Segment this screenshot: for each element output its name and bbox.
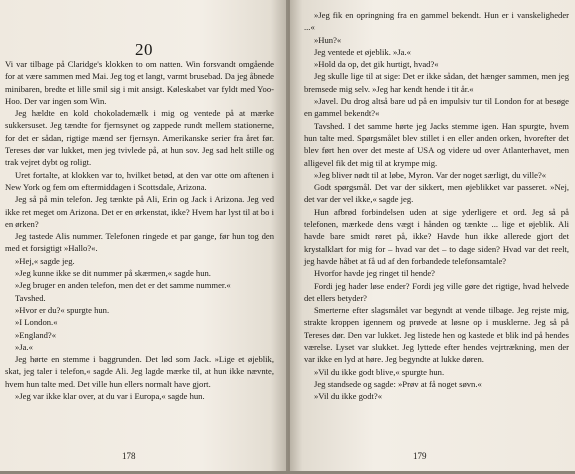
page-number-left: 178: [122, 451, 136, 461]
left-page-text: [5, 58, 274, 402]
paragraph: Jeg skulle lige til at sige: Det er ikke sådan, det hænger sammen, men jeg bremsede mig selv. »Jeg har kendt hende i tit år.«: [304, 71, 569, 94]
chapter-number: 20: [135, 40, 153, 59]
paragraph: Jeg ventede et øjeblik. »Ja.«: [314, 46, 411, 57]
paragraph: Smerterne efter slagsmålet var begyndt at vende tilbage. Jeg rejste mig, strakte kroppen igennem og prøvede at løsne op i musklerne. Jeg så på Tereses dør. Den var lukket. Jeg listede hen og kastede et blik ind på hendes værelse. Lyset var slukket. Jeg lyttede efter hendes vejrtrækning, men der var ikke en lyd at høre. Jeg begyndte at lukke døren.: [304, 305, 569, 365]
paragraph: »Hun?«: [314, 34, 342, 45]
paragraph: Godt spørgsmål. Det var der sikkert, men øjeblikket var passeret. »Nej, det var der vel ikke,« sagde jeg.: [304, 182, 569, 205]
paragraph: Tavshed. I det samme hørte jeg Jacks stemme igen. Han spurgte, hvem hun talte med. Spørgsmålet blev stillet i en eller anden orken, hvorefter det blev ført hen over det meste af USA og videre ud over Atlanterhavet, men alligevel fik det mig til at krympe mig.: [304, 120, 569, 168]
paragraph: Jeg hørte en stemme i baggrunden. Det lød som Jack. »Lige et øjeblik, skat, jeg taler i telefon,« sagde Ali. Jeg lagde mærke til, at hun ikke nævnte, hvem hun talte med. Det ville hun ellers normalt have gjort.: [5, 354, 274, 389]
paragraph: Jeg standsede og sagde: »Prøv at få noget søvn.«: [314, 378, 482, 389]
paragraph: Vi var tilbage på Claridge's klokken to om natten. Win forsvandt omgående for at være sammen med Mai. Jeg tog et langt, varmt brusebad. Da jeg åbnede minibaren, bredte et lille smil sig i mit ansigt. Køleskabet var fyldt med Yoo-Hoo. Der var ingen som Win.: [5, 59, 274, 106]
paragraph: Tavshed.: [15, 292, 46, 303]
paragraph: »Jeg fik en opringning fra en gammel bekendt. Hun er i vanskeligheder ...«: [304, 10, 569, 33]
paragraph: »Hej,« sagde jeg.: [15, 255, 75, 266]
right-page: [288, 0, 575, 474]
paragraph: »Jeg kunne ikke se dit nummer på skærmen,« sagde hun.: [15, 268, 211, 279]
paragraph: »Hvor er du?« spurgte hun.: [15, 304, 110, 315]
paragraph: »England?«: [15, 329, 57, 340]
paragraph: Jeg hældte en kold chokolademælk i mig og ventede på at mærke sukkersuset. Jeg tændte for fjernsynet og zappede rundt mellem stationerne, for det er sådan, rigtige mænd ser fjernsyn. Amerikanske serier fra året før. Tereses dør var lukket, men jeg tvivlede på, at hun sov. Jeg sad helt stille og trak vejret dybt og roligt.: [5, 108, 274, 168]
paragraph: »Jeg bruger en anden telefon, men det er det samme nummer.«: [15, 280, 231, 291]
paragraph: Fordi jeg hader løse ender? Fordi jeg ville gøre det rigtige, hvad helvede det ellers betyder?: [304, 280, 569, 303]
paragraph: »Jeg bliver nødt til at løbe, Myron. Var der noget særligt, du ville?«: [314, 169, 547, 180]
paragraph: Hun afbrød forbindelsen uden at sige yderligere et ord. Jeg så på telefonen, mærkede dens vægt i hånden og tænkte ... lige et øjeblik. Ali havde bare smidt røret på, ikke? Havde hun ikke allerede gjort det krystalklart for mig for – hvad var det – to dage siden? Hvad var det reelt, jeg havde håbet at få ud af den forbandede telefonsamtale?: [304, 206, 569, 266]
paragraph: »Ja.«: [15, 341, 33, 352]
paragraph: Jeg tastede Alis nummer. Telefonen ringede et par gange, før hun tog den med et forsigtigt »Hallo?«.: [5, 231, 274, 254]
paragraph: Jeg så på min telefon. Jeg tænkte på Ali, Erin og Jack i Arizona. Jeg ved ikke ret meget om Arizona. Det er en ørkenstat, ikke? Hvem har lyst til at bo i en ørken?: [5, 194, 274, 229]
paragraph: »Hold da op, det gik hurtigt, hvad?«: [314, 59, 439, 70]
paragraph: »Vil du ikke godt blive,« spurgte hun.: [314, 366, 445, 377]
paragraph: Uret fortalte, at klokken var to, hvilket betød, at den var otte om aftenen i New York og fem om eftermiddagen i Scottsdale, Arizona.: [5, 169, 274, 192]
paragraph: Hvorfor havde jeg ringet til hende?: [314, 268, 435, 279]
page-number-right: 179: [413, 451, 427, 461]
book-gutter: [286, 0, 290, 474]
paragraph: »Jeg var ikke klar over, at du var i Europa,« sagde hun.: [15, 391, 205, 402]
paragraph: »Vil du ikke godt?«: [314, 391, 382, 402]
paragraph: »I London.«: [15, 317, 58, 328]
right-page-text: [304, 9, 569, 403]
paragraph: »Javel. Du drog altså bare ud på en impulsiv tur til London for at besøge en gammel bekendt?«: [304, 96, 569, 119]
